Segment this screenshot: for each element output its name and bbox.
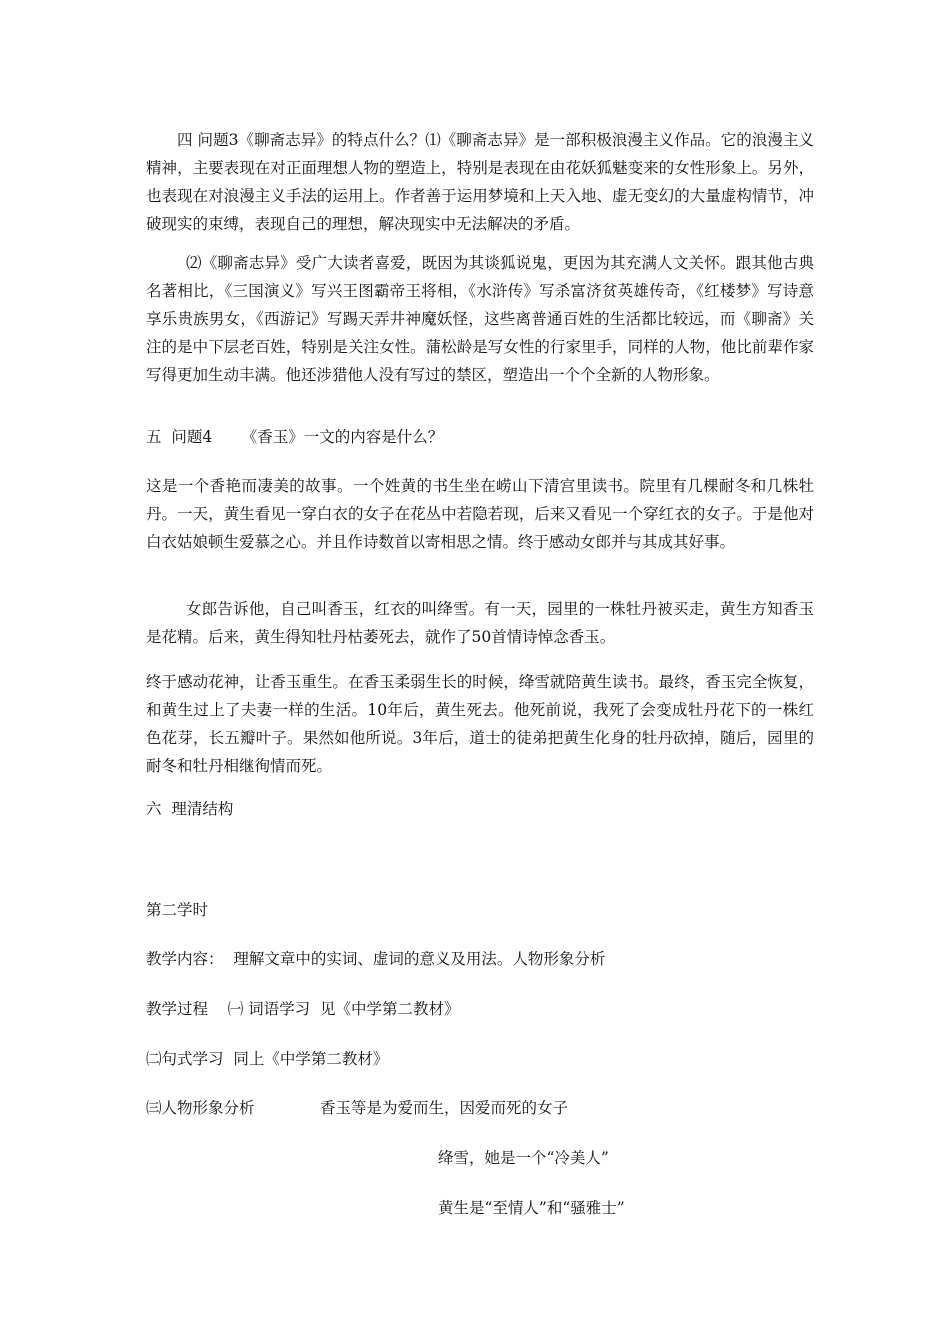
- lesson-step-sentence: ㈡句式学习 同上《中学第二教材》: [146, 1050, 389, 1068]
- heading-section-6: 六 理清结构: [146, 800, 234, 818]
- character-huangsheng: 黄生是“至情人”和“骚雅士”: [438, 1199, 625, 1217]
- character-jiangxue: 绛雪，她是一个“冷美人”: [438, 1149, 609, 1167]
- paragraph-xiangyu-identity: 女郎告诉他，自己叫香玉，红衣的叫绛雪。有一天，园里的一株牡丹被买走，黄生方知香玉是花精。后来，黄生得知牡丹枯萎死去，就作了50首情诗悼念香玉。: [146, 600, 814, 646]
- paragraph-question-3: 四 问题3《聊斋志异》的特点什么？⑴《聊斋志异》是一部积极浪漫主义作品。它的浪漫主义精神，主要表现在对正面理想人物的塑造上，特别是表现在由花妖狐魅变来的女性形象上。另外，也表现在对浪漫主义手法的运用上。作者善于运用梦境和上天入地、虚无变幻的大量虚构情节，冲破现实的束缚，表现自己的理想，解决现实中无法解决的矛盾。: [146, 131, 814, 233]
- lesson-content: 教学内容： 理解文章中的实词、虚词的意义及用法。人物形象分析: [146, 950, 606, 968]
- lesson-step-character-label: ㈢人物形象分析: [146, 1099, 255, 1117]
- paragraph-story-ending: 终于感动花神，让香玉重生。在香玉柔弱生长的时候，绛雪就陪黄生读书。最终，香玉完全恢复，和黄生过上了夫妻一样的生活。10年后，黄生死去。他死前说，我死了会变成牡丹花下的一株红色花芽，长五瓣叶子。果然如他所说。3年后，道士的徒弟把黄生化身的牡丹砍掉，随后，园里的耐冬和牡丹相继徇情而死。: [146, 673, 814, 775]
- lesson-process: 教学过程 ㈠ 词语学习 见《中学第二教材》: [146, 1000, 460, 1018]
- heading-lesson-2: 第二学时: [146, 901, 209, 919]
- paragraph-story-summary: 这是一个香艳而凄美的故事。一个姓黄的书生坐在崂山下清宫里读书。院里有几棵耐冬和几株牡丹。一天，黄生看见一穿白衣的女子在花丛中若隐若现，后来又看见一个穿红衣的女子。于是他对白衣姑娘顿生爱慕之心。并且作诗数首以寄相思之情。终于感动女郎并与其成其好事。: [146, 477, 814, 551]
- paragraph-question-3-part-2: ⑵《聊斋志异》受广大读者喜爱，既因为其谈狐说鬼，更因为其充满人文关怀。跟其他古典名著相比，《三国演义》写兴王图霸帝王将相，《水浒传》写杀富济贫英雄传奇，《红楼梦》写诗意享乐贵族男女，《西游记》写踢天弄井神魔妖怪，这些离普通百姓的生活都比较远，而《聊斋》关注的是中下层老百姓，特别是关注女性。蒲松龄是写女性的行家里手，同样的人物，他比前辈作家写得更加生动丰满。他还涉猎他人没有写过的禁区，塑造出一个个全新的人物形象。: [146, 254, 814, 384]
- heading-question-4: 五 问题4 《香玉》一文的内容是什么？: [146, 428, 444, 446]
- character-xiangyu: 香玉等是为爱而生，因爱而死的女子: [320, 1099, 569, 1117]
